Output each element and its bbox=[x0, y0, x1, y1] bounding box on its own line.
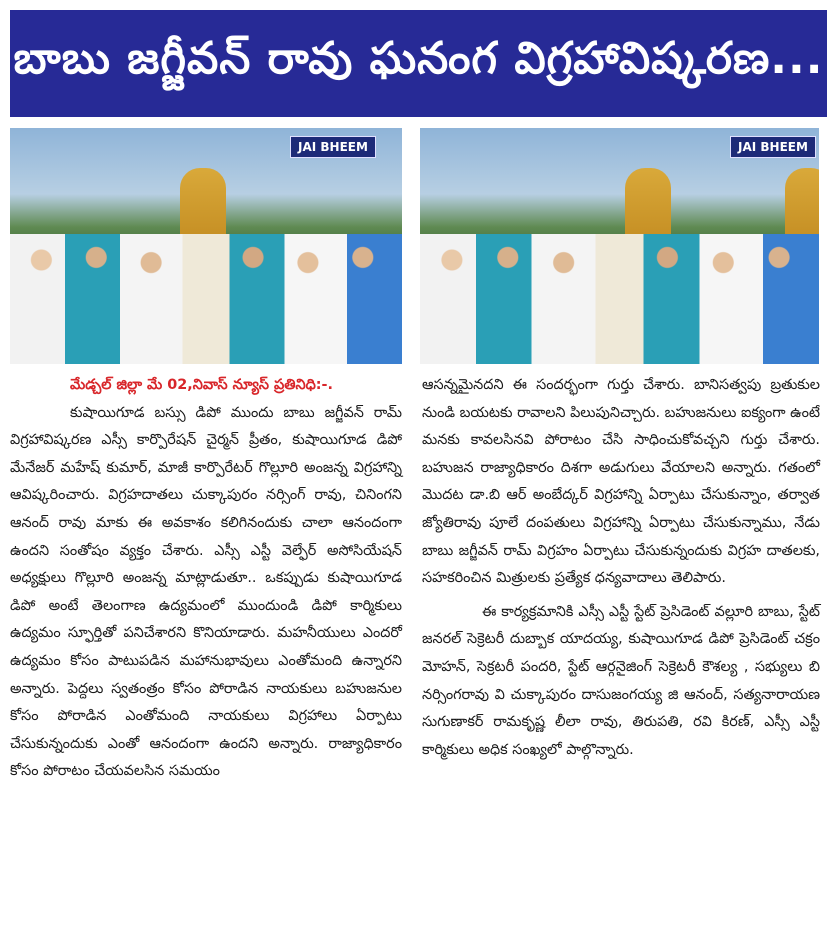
article-paragraph: ఆసన్నమైనదని ఈ సందర్భంగా గుర్తు చేశారు. బానిసత్వపు బ్రతుకుల నుండి బయటకు రావాలని పిలుపునిచ్చారు. బహుజనులు ఐక్యంగా ఉంటే మనకు కావలసినవి పోరాటం చేసి సాధించుకోవచ్చని గుర్తు చేశారు. బహుజన రాజ్యాధికారం దిశగా అడుగులు వేయాలని అన్నారు. గతంలో మొదట డా.బి ఆర్ అంబేద్కర్ విగ్రహాన్ని ఏర్పాటు చేసుకున్నాం, తర్వాత జ్యోతిరావు పూలే దంపతులు విగ్రహాన్ని ఏర్పాటు చేసుకున్నాము, నేడు బాబు జగ్జీవన్ రామ్ విగ్రహం ఏర్పాటు చేసుకున్నందుకు విగ్రహ దాతలకు, సహకరించిన మిత్రులకు ప్రత్యేక ధన్యవాదాలు తెలిపారు. bbox=[422, 377, 820, 587]
crowd-group bbox=[10, 234, 402, 364]
article-paragraph: కుషాయిగూడ బస్సు డిపో ముందు బాబు జగ్జీవన్ రామ్ విగ్రహావిష్కరణ ఎస్సీ కార్పొరేషన్ చైర్మన్ ప్రీతం, కుషాయిగూడ డిపో మేనేజర్ మహేష్ కుమార్, మాజీ కార్పొరేటర్ గొల్లూరి అంజన్న విగ్రహాన్ని ఆవిష్కరించారు. విగ్రహదాతలు చుక్కాపురం నర్సింగ్ రావు, చినింగని ఆనంద్ రావు మాకు ఈ అవకాశం కలిగినందుకు చాలా ఆనందంగా ఉందని సంతోషం వ్యక్తం చేశారు. ఎస్సీ ఎస్టీ వెల్ఫేర్ అసోసియేషన్ అధ్యక్షులు గొల్లూరి అంజన్న మాట్లాడుతూ.. ఒకప్పుడు కుషాయిగూడ డిపో అంటే తెలంగాణ ఉద్యమంలో ముందుండి డిపో కార్మికులు ఉద్యమం స్ఫూర్తితో పనిచేశారని కొనియాడారు. మహనీయులు ఎందరో ఉద్యమం కోసం పాటుపడిన మహానుభావులు ఎంతోమంది ఉన్నారని అన్నారు. పెద్దలు స్వతంత్రం కోసం పోరాడిన నాయకులు బహుజనుల కోసం పోరాడిన ఎంతోమంది నాయకులు విగ్రహాలు ఏర్పాటు చేసుకున్నందుకు ఎంతో ఆనందంగా ఉందని అన్నారు. రాజ్యాధికారం కోసం పోరాటం చేయవలసిన సమయం bbox=[10, 404, 402, 780]
headline: బాబు జగ్జీవన్ రావు ఘనంగ విగ్రహావిష్కరణ... bbox=[10, 10, 827, 117]
event-photo-right bbox=[420, 128, 819, 364]
jai-bheem-banner: JAI BHEEM bbox=[290, 136, 376, 158]
article-paragraph: ఈ కార్యక్రమానికి ఎస్సీ ఎస్టీ స్టేట్ ప్రెసిడెంట్ వల్లూరి బాబు, స్టేట్ జనరల్ సెక్రెటరీ దుబ్బాక యాదయ్య, కుషాయిగూడ డిపో ప్రెసిడెంట్ చక్రం మోహన్, సెక్రటరీ పందరి, స్టేట్ ఆర్గనైజింగ్ సెక్రెటరీ కౌశల్య , సభ్యులు బి నర్సింగరావు వి చుక్కాపురం దాసుజంగయ్య జి ఆనంద్, సత్యనారాయణ సుగుణాకర్ రామకృష్ణ లీలా రావు, తిరుపతి, రవి కిరణ్, ఎస్సీ ఎస్టీ కార్మికులు అధిక సంఖ్యలో పాల్గొన్నారు. bbox=[422, 603, 820, 758]
dateline: మేడ్చల్ జిల్లా మే 02,నివాస్ న్యూస్ ప్రతినిధి:-. bbox=[70, 377, 333, 393]
article-column-right bbox=[422, 372, 820, 764]
event-photo-left bbox=[10, 128, 402, 364]
article-column-left bbox=[10, 372, 402, 786]
crowd-group bbox=[420, 234, 819, 364]
jai-bheem-banner: JAI BHEEM bbox=[730, 136, 816, 158]
